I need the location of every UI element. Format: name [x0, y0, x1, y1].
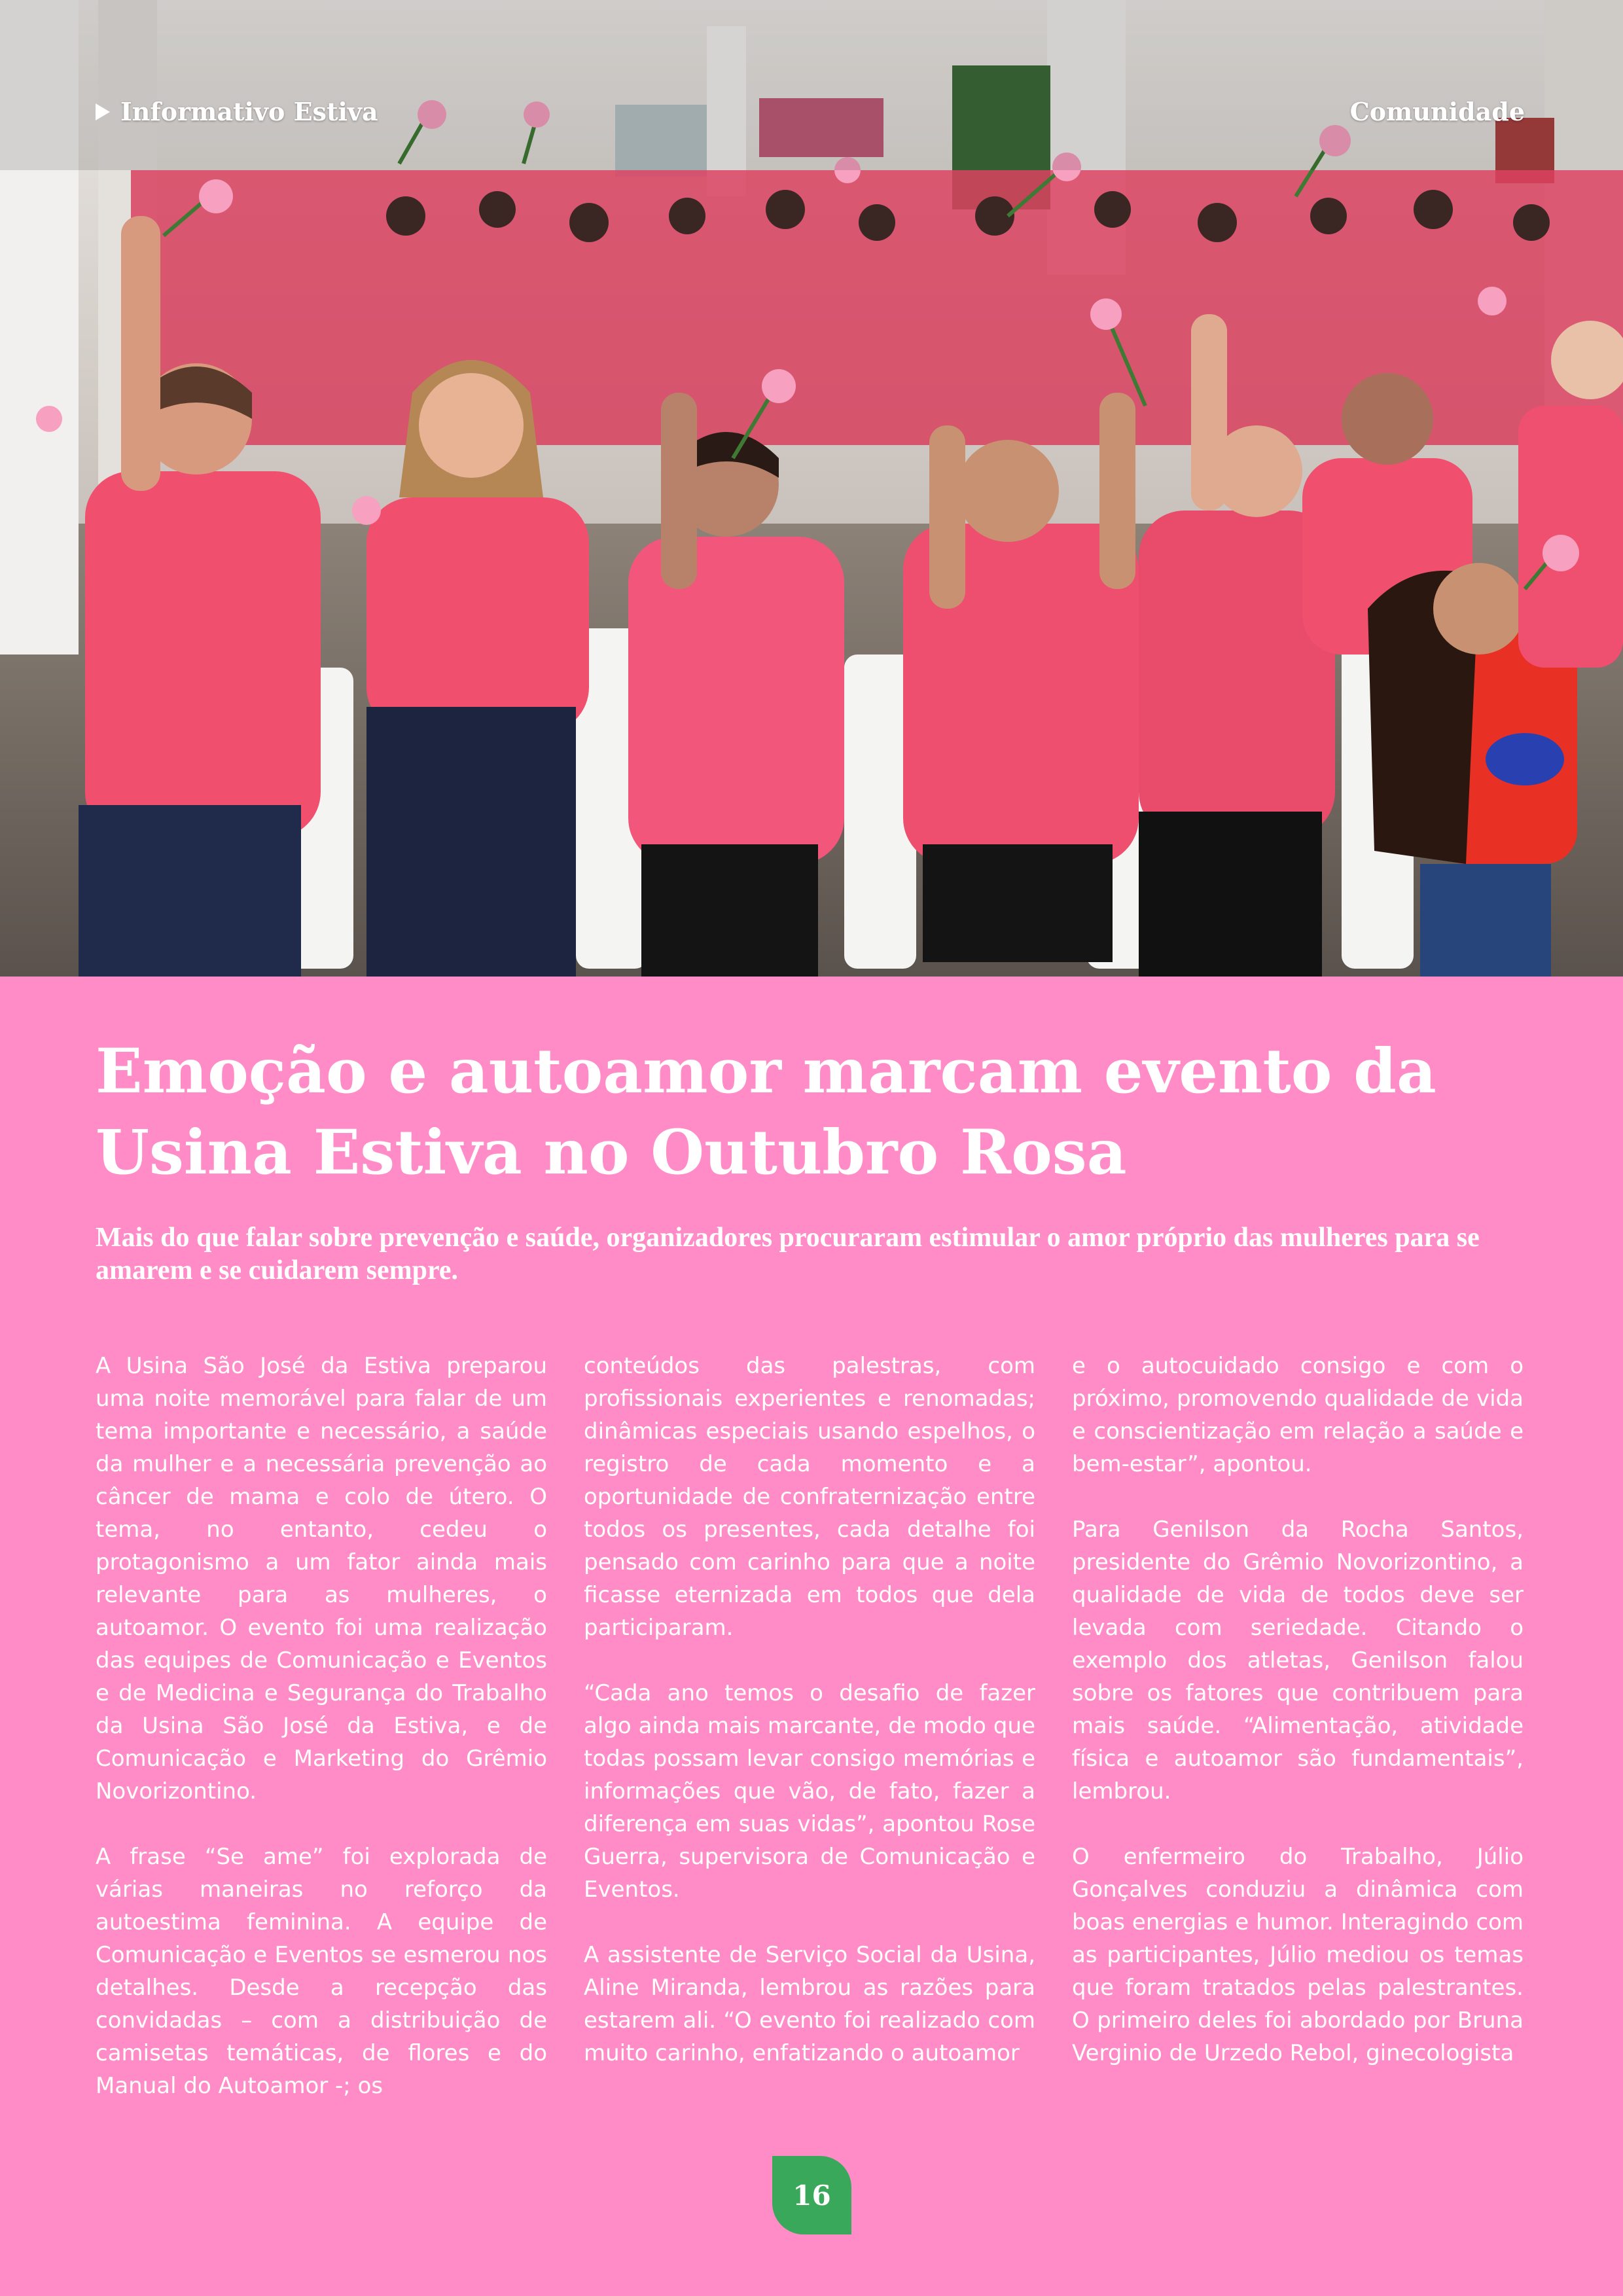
- paragraph: “Cada ano temos o desafio de fazer algo ainda mais marcante, de modo que todas possam levar consigo memórias e informações que vão, de fato, fazer a diferença em suas vidas”, apontou Rose Guerra, supervisora de Comunicação e Eventos.: [584, 1680, 1035, 1903]
- page-number-badge: 16: [772, 2156, 851, 2234]
- paragraph: A assistente de Serviço Social da Usina, Aline Miranda, lembrou as razões para estarem ali. “O evento foi realizado com muito carinho, enfatizando o autoamor: [584, 1942, 1035, 2066]
- article-subtitle: Mais do que falar sobre prevenção e saúde, organizadores procuraram estimular o amor próprio das mulheres para se amarem e se cuidarem sempre.: [96, 1223, 1480, 1285]
- column-2: [584, 1350, 1035, 2066]
- play-triangle-icon: [96, 103, 110, 120]
- article-title: Emoção e autoamor marcam evento da Usina Estiva no Outubro Rosa: [96, 1035, 1436, 1189]
- paragraph: O enfermeiro do Trabalho, Júlio Gonçalves conduziu a dinâmica com boas energias e humor. Interagindo com as participantes, Júlio mediou os temas que foram tratados pelas palestrantes. O primeiro deles foi abordado por Bruna Verginio de Urzedo Rebol, ginecologista: [1072, 1844, 1524, 2066]
- paragraph: A Usina São José da Estiva preparou uma noite memorável para falar de um tema importante e necessário, a saúde da mulher e a necessária prevenção ao câncer de mama e colo de útero. O tema, no entanto, cedeu o protagonismo a um fator ainda mais relevante para as mulheres, o autoamor. O evento foi uma realização das equipes de Comunicação e Eventos e de Medicina e Segurança do Trabalho da Usina São José da Estiva, e de Comunicação e Marketing do Grêmio Novorizontino.: [96, 1353, 547, 1804]
- publication-name: Informativo Estiva: [120, 97, 378, 126]
- event-photo: [0, 0, 1623, 977]
- category-label: Comunidade: [1349, 97, 1525, 126]
- article-body: [96, 1350, 1524, 2099]
- column-3: [1072, 1350, 1524, 2066]
- section-label: [96, 97, 378, 126]
- paragraph: e o autocuidado consigo e com o próximo, promovendo qualidade de vida e conscientização em relação a saúde e bem-estar”, apontou.: [1072, 1353, 1524, 1477]
- crowd-illustration: [0, 0, 1623, 977]
- column-1: [96, 1350, 547, 2099]
- paragraph: Para Genilson da Rocha Santos, presidente do Grêmio Novorizontino, a qualidade de vida de todos deve ser levada com seriedade. Citando o exemplo dos atletas, Genilson falou sobre os fatores que contribuem para mais saúde. “Alimentação, atividade física e autoamor são fundamentais”, lembrou.: [1072, 1516, 1524, 1804]
- paragraph: conteúdos das palestras, com profissionais experientes e renomadas; dinâmicas especiais usando espelhos, o registro de cada momento e a oportunidade de confraternização entre todos os presentes, cada detalhe foi pensado com carinho para que a noite ficasse eternizada em todos que dela participaram.: [584, 1353, 1035, 1641]
- paragraph: A frase “Se ame” foi explorada de várias maneiras no reforço da autoestima feminina. A equipe de Comunicação e Eventos se esmerou nos detalhes. Desde a recepção das convidadas – com a distribuição de camisetas temáticas, de flores e do Manual do Autoamor -; os: [96, 1844, 547, 2099]
